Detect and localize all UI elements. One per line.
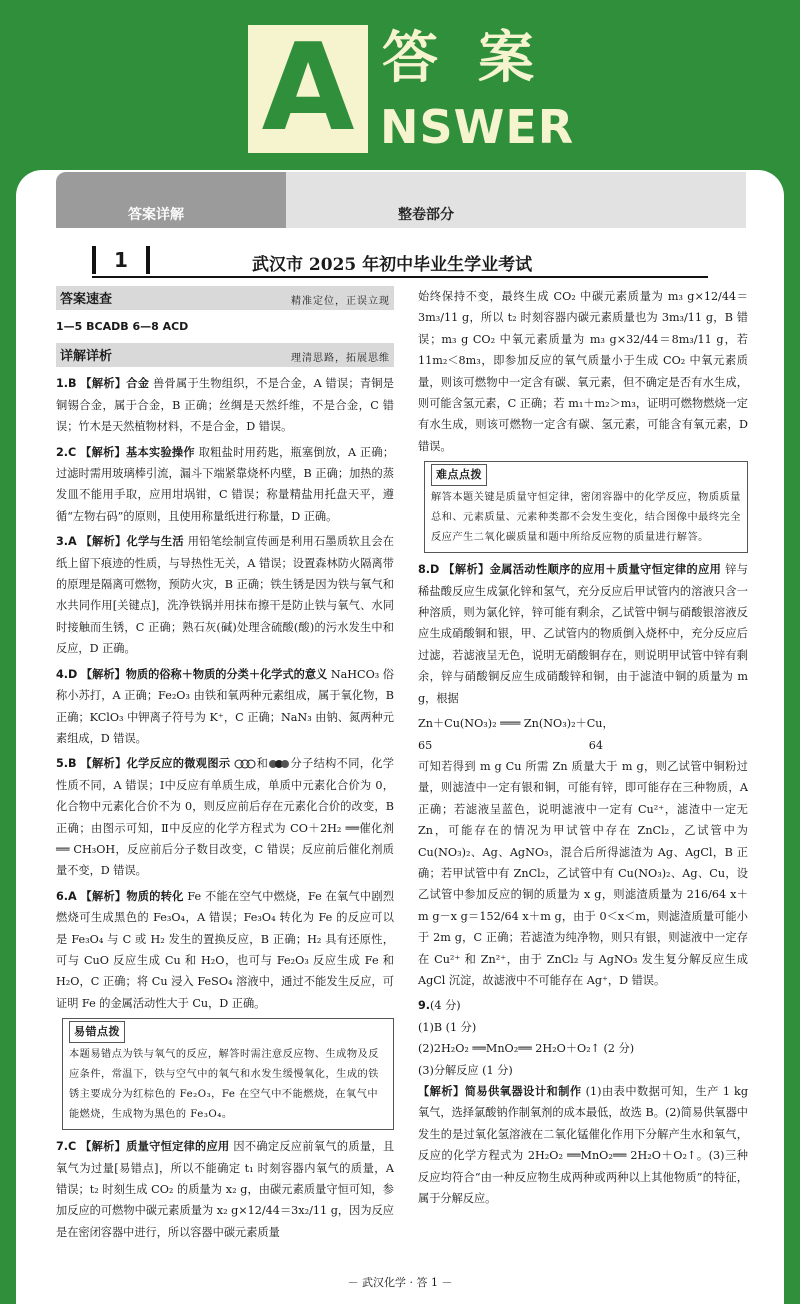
question-2: 2.C 【解析】基本实验操作 取粗盐时用药匙，瓶塞倒放，A 正确；过滤时需用玻璃棒引流，漏斗下端紧靠烧杯内壁，B 正确；加热的蒸发皿不能用手取，应用坩埚钳，C 错误；称量精盐用托盘天平，遵循“左物右码”的原则，且使用称量纸进行称量，D 正确。 [56, 445, 395, 523]
tab-label: 整卷部分 [398, 207, 454, 223]
section-quick-answers [56, 286, 394, 310]
logo-letter: A [248, 25, 368, 153]
answer-line: (3)分解反应 (1 分) [418, 1063, 513, 1077]
header-banner [0, 0, 800, 175]
tab-label: 答案详解 [128, 207, 184, 223]
section-title: 答案速查 [60, 292, 113, 307]
question-1: 1.B 【解析】合金 兽骨属于生物组织，不是合金，A 错误；青铜是铜锡合金，属于合金，B 正确；丝绸是天然纤维，不是合金，C 错误；竹木是天然植物材料，不是合金，D 错误。 [56, 377, 394, 434]
question-7-continued: 始终保持不变，最终生成 CO₂ 中碳元素质量为 m₃ g×12/44＝3m₃/11 g，所以 t₂ 时刻容器内碳元素质量也为 3m₃/11 g，B 错误；m₃ g CO₂ 中氧元素质量为 m₃ g×32/44＝8m₃/11 g，若 11m₂＜8m₃，即参加反应的氧气质量小于生成 CO₂ 中氧元素质量，则该可燃物中一定含有碳、氧元素，但不确定是否有水生成，则可能含氢元素，C 正确；若 m₁＋m₂＞m₃，证明可燃物燃烧一定有水生成，则该可燃物一定含有碳、氢元素，可能含有氧元素，D 错误。 [418, 290, 748, 453]
quick-answers: 1—5 BCADB 6—8 ACD [56, 320, 189, 333]
right-column [418, 286, 748, 1213]
question-4: 4.D 【解析】物质的俗称＋物质的分类＋化学式的意义 NaHCO₃ 俗称小苏打，A 正确；Fe₂O₃ 由铁和氧两种元素组成，属于氧化物，B 正确；KClO₃ 中钾离子符号为 K⁺，C 正确；NaN₃ 由钠、氮两种元素组成，D 错误。 [56, 667, 394, 745]
exam-number: 1 [92, 246, 150, 274]
question-8: 8.D 【解析】金属活动性顺序的应用＋质量守恒定律的应用 锌与稀盐酸反应生成氯化锌和氢气，充分反应后甲试管内的溶液只含一种溶质，则为氯化锌，锌可能有剩余，乙试管中铜与硝酸银溶液反应生成硝酸铜和银，甲、乙试管内的物质倒入烧杯中，充分反应后过滤，若滤液呈无色，说明无硝酸铜存在，则说明甲试管中锌有剩余，锌与硝酸铜反应生成硝酸锌和铜，由于滤渣中铜的质量为 m g，根据 [418, 563, 748, 705]
tip-text: 解答本题关键是质量守恒定律，密闭容器中的化学反应，物质质量总和、元素质量、元素种类都不会发生变化，结合图像中最终完全反应产生二氧化碳质量和题中所给反应物的质量进行解答。 [431, 492, 741, 544]
page-footer: － 武汉化学 · 答 1 － [347, 1276, 453, 1289]
header-title-en: NSWER [380, 100, 575, 154]
equation: Zn＋Cu(NO₃)₂ ═══ Zn(NO₃)₂＋Cu， [418, 717, 614, 731]
tab-answer-detail[interactable] [56, 172, 286, 228]
section-title: 详解详析 [60, 349, 113, 365]
tip-box-difficulty [424, 461, 748, 553]
exam-title: 武汉市 2025 年初中毕业生学业考试 [252, 255, 533, 275]
exam-heading [92, 246, 712, 278]
section-detailed-analysis [56, 343, 394, 367]
tip-box-error [62, 1018, 394, 1130]
section-slogan: 理清思路，拓展思维 [291, 353, 390, 365]
answer-line: (1)B (1 分) [418, 1020, 477, 1034]
question-9: 9.(4 分) (1)B (1 分) (2)2H₂O₂ ══MnO₂══ 2H₂O＋O₂↑ (2 分) (3)分解反应 (1 分) 【解析】简易供氧器设计和制作 (1)由表中数据可知，生产 1 kg 氧气，选择氯酸钠作制氧剂的成本最低，故选 B。(2)简易供氧器中发生的是过氧化氢溶液在二氧化锰催化作用下分解产生水和氧气，反应的化学方程式为 2H₂O₂ ══MnO₂══ 2H₂O＋O₂↑。(3)三种反应均符合“由一种反应物生成两种或两种以上其他物质”的特征，属于分解反应。 [418, 995, 748, 1209]
tip-text: 本题易错点为铁与氧气的反应，解答时需注意反应物、生成物及反应条件，常温下，铁与空气中的氧气和水发生缓慢氧化，生成的铁锈主要成分为红棕色的 Fe₂O₃，Fe 在空气中不能燃烧，在氧气中能燃烧，生成物为黑色的 Fe₃O₄。 [69, 1049, 379, 1121]
header-title-cn: 答案 [382, 26, 574, 91]
left-column [56, 286, 394, 1247]
section-slogan: 精准定位，正误立现 [291, 296, 390, 307]
tip-title: 难点点拨 [431, 464, 487, 486]
molecule-icon [268, 759, 290, 769]
question-6: 6.A 【解析】物质的转化 Fe 不能在空气中燃烧，Fe 在氧气中剧烈燃烧可生成黑色的 Fe₃O₄，A 错误；Fe₃O₄ 转化为 Fe 的反应可以是 Fe₃O₄ 与 C 或 H₂ 发生的置换反应，B 正确；H₂ 具有还原性，可与 CuO 反应生成 Cu 和 H₂O，也可与 Fe₂O₃ 反应生成 Fe 和 H₂O，C 正确；将 Cu 浸入 FeSO₄ 溶液中，通过不能发生反应，可证明 Fe 的金属活动性大于 Cu，D 正确。 [56, 889, 395, 1010]
question-7: 7.C 【解析】质量守恒定律的应用 因不确定反应前氧气的质量，且氧气为过量[易错点]，所以不能确定 t₁ 时刻容器内氧气的质量，A 错误；t₂ 时刻生成 CO₂ 的质量为 x₂ g，由碳元素质量守恒可知，参加反应的可燃物中碳元素质量为 x₂ g×12/44＝3x₂/11 g，因为反应是在密闭容器中进行，所以容器中碳元素质量 [56, 1140, 395, 1239]
question-5: 5.B 【解析】化学反应的微观图示 和 分子结构不同，化学性质不同，A 错误；Ⅰ中反应有单质生成，单质中元素化合价为 0，化合物中元素化合价不为 0，则反应前后存在元素化合价的改变，B 正确；由图示可知，Ⅱ中反应的化学方程式为 CO＋2H₂ ══催化剂══ CH₃OH，反应前后分子数目改变，C 错误；反应前后催化剂质量不变，D 错误。 [56, 757, 394, 878]
divider [92, 276, 708, 278]
tip-title: 易错点拨 [69, 1021, 125, 1043]
question-3: 3.A 【解析】化学与生活 用铅笔绘制宣传画是利用石墨质软且会在纸上留下痕迹的性质，与导热性无关，A 错误；设置森林防火隔离带的原理是隔离可燃物，预防火灾，B 正确；铁生锈是因为铁与氧气和水共同作用[关键点]，洗净铁锅并用抹布擦干是防止铁与氧气、水同时接触而生锈，C 正确；熟石灰(碱)处理含硫酸(酸)的污水发生中和反应，D 正确。 [56, 535, 394, 656]
molecule-icon [234, 759, 256, 769]
question-9-analysis: 【解析】简易供氧器设计和制作 (1)由表中数据可知，生产 1 kg 氧气，选择氯酸钠作制氧剂的成本最低，故选 B。(2)简易供氧器中发生的是过氧化氢溶液在二氧化锰催化作用下分解产生水和氧气，反应的化学方程式为 2H₂O₂ ══MnO₂══ 2H₂O＋O₂↑。(3)三种反应均符合“由一种反应物生成两种或两种以上其他物质”的特征，属于分解反应。 [418, 1085, 748, 1206]
equation-numbers: 65 64 [418, 738, 603, 752]
question-8-continued: 可知若得到 m g Cu 所需 Zn 质量大于 m g，则乙试管中铜粉过量，则滤渣中一定有银和铜，可能有锌，即可能存在三种物质，A 正确；若滤液呈蓝色，说明滤液中一定有 Cu²⁺，滤渣中一定无 Zn，可能存在的情况为甲试管中存在 ZnCl₂，乙试管中为 Cu(NO₃)₂、Ag、AgNO₃，混合后所得滤渣为 Ag、AgCl，B 正确；若甲试管中有 ZnCl₂，乙试管中有 Cu(NO₃)₂、Ag、Cu，设乙试管中参加反应的铜的质量为 x g，则滤渣质量为 216/64 x＋m g－x g＝152/64 x＋m g，由于 0＜x＜m，则滤渣质量可能小于 2m g，C 正确；若滤渣为纯净物，则只有银，则滤液中一定存在 Cu²⁺ 和 Zn²⁺，由于 ZnCl₂ 与 AgNO₃ 发生复分解反应生成 AgCl 沉淀，故滤液中不可能存在 Ag⁺，D 错误。 [418, 759, 748, 987]
tab-full-paper[interactable] [276, 172, 746, 228]
answer-line: (2)2H₂O₂ ══MnO₂══ 2H₂O＋O₂↑ (2 分) [418, 1042, 635, 1056]
tab-bar [56, 172, 746, 228]
